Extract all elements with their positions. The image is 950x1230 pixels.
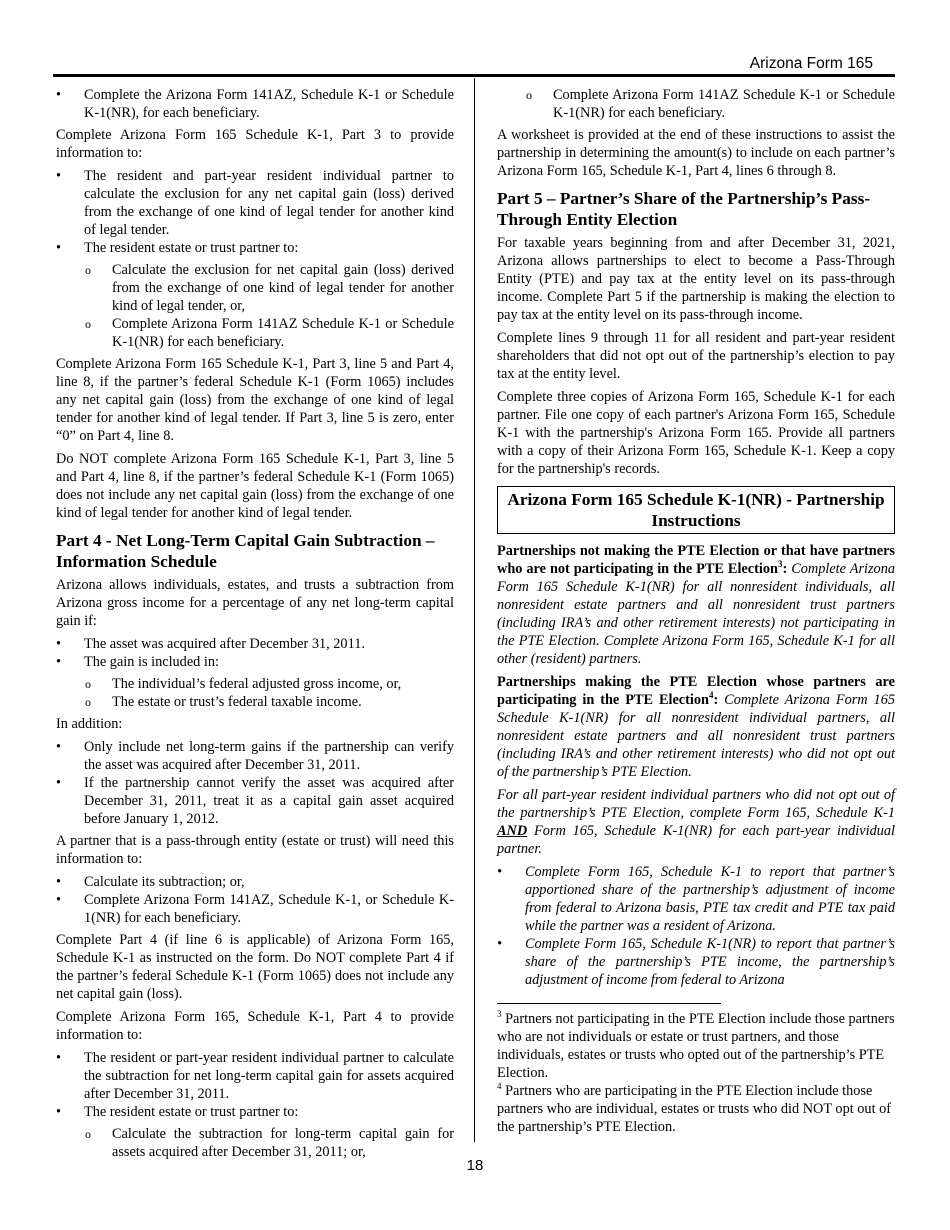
footnotes — [497, 1010, 895, 1136]
sub-list-item: o The estate or trust’s federal taxable income. — [56, 693, 454, 711]
sub-list — [56, 1125, 454, 1161]
italic-text: Form 165, Schedule K-1(NR) for each part-year individual partner. — [497, 823, 895, 857]
footnote-rule — [497, 1003, 721, 1004]
paragraph — [497, 673, 895, 781]
list-item: • Calculate its subtraction; or, — [56, 873, 454, 891]
bold-lead-text: Partnerships making the PTE Election whose partners are participating in the PTE Election — [497, 674, 895, 708]
paragraph: In addition: — [56, 716, 123, 732]
list-item-text: The resident estate or trust partner to: — [84, 240, 299, 256]
footnote-3 — [497, 1010, 895, 1082]
paragraph: Complete Arizona Form 165 Schedule K-1, Part 3, line 5 and Part 4, line 8, if the partner’s federal Schedule K-1 (Form 1065) includes any net capital gain (loss) from the exchange of one kind of legal tender for another kind of legal tender. If Part 3, line 5 is zero, enter “0” on Part 4, line 8. — [56, 356, 454, 444]
paragraph: Complete three copies of Arizona Form 165, Schedule K-1 for each partner. File one copy of each partner's Arizona Form 165, Schedule K-1 with the partnership's Arizona Form 165. Provide all partners with a copy of their Arizona Form 165, Schedule K-1. Keep a copy for the partnership's records. — [497, 389, 895, 477]
bullet-list — [56, 1049, 454, 1121]
list-item: • Only include net long-term gains if the partnership can verify the asset was acquired after December 31, 2011. — [56, 738, 454, 774]
sub-list-item: o Calculate the subtraction for long-term capital gain for assets acquired after December 31, 2011; or, — [56, 1125, 454, 1161]
paragraph: Complete Arizona Form 165, Schedule K-1, Part 4 to provide information to: — [56, 1009, 454, 1043]
column-divider — [474, 78, 475, 1142]
boxed-section-heading: Arizona Form 165 Schedule K-1(NR) - Partnership Instructions — [497, 486, 895, 534]
right-column — [497, 86, 895, 1141]
list-item: • The gain is included in: — [56, 653, 454, 671]
bold-lead-text: Partnerships not making the PTE Election or that have partners who are not participating in the PTE Election — [497, 543, 895, 577]
sub-list — [56, 261, 454, 351]
paragraph: Arizona allows individuals, estates, and trusts a subtraction from Arizona gross income for a percentage of any net long-term capital gain if: — [56, 577, 454, 629]
footnote-ref-3: 3 — [777, 559, 783, 570]
page-number: 18 — [466, 1157, 484, 1174]
sub-list-item: o Complete Arizona Form 141AZ Schedule K-1 or Schedule K-1(NR) for each beneficiary. — [497, 86, 895, 122]
colon: : — [782, 561, 788, 577]
footnote-4 — [497, 1082, 895, 1136]
paragraph: Do NOT complete Arizona Form 165 Schedule K-1, Part 3, line 5 and Part 4, line 8, if the partner’s federal Schedule K-1 (Form 1065) does not include any net capital gain (loss) from the exchange of one kind of legal tender for another kind of legal tender. — [56, 451, 454, 521]
footnote-text: Partners who are participating in the PTE Election include those partners who are individual, estates or trusts who did NOT opt out of the partnership’s PTE Election. — [497, 1083, 892, 1135]
paragraph: Complete Arizona Form 165 Schedule K-1, Part 3 to provide information to: — [56, 127, 454, 161]
emphasis-and: AND — [497, 823, 528, 839]
list-item: • The resident estate or trust partner to: — [56, 1103, 454, 1121]
list-item: • Complete Form 165, Schedule K-1 to report that partner’s apportioned share of the partnership’s adjustment of income from federal to Arizona basis, PTE tax credit and PTE tax paid while the partner was a resident of Arizona. — [497, 863, 895, 935]
section-heading-part-5: Part 5 – Partner’s Share of the Partnership’s Pass-Through Entity Election — [497, 189, 871, 229]
sub-list-item: o The individual’s federal adjusted gross income, or, — [56, 675, 454, 693]
paragraph: For taxable years beginning from and after December 31, 2021, Arizona allows partnerships to elect to become a Pass-Through Entity (PTE) and pay tax at the entity level on its pass-through income. Complete Part 5 if the partnership is making the election to pay tax at the entity level on its pass-through income. — [497, 235, 895, 323]
bullet-list — [56, 873, 454, 927]
sub-list-item: o Calculate the exclusion for net capital gain (loss) derived from the exchange of one kind of legal tender for another kind of legal tender, or, — [56, 261, 454, 315]
list-item: • Complete the Arizona Form 141AZ, Schedule K-1 or Schedule K-1(NR), for each beneficiary. — [56, 86, 454, 122]
sub-list-item: o Complete Arizona Form 141AZ Schedule K-1 or Schedule K-1(NR) for each beneficiary. — [56, 315, 454, 351]
bullet-list — [56, 86, 454, 122]
bullet-list — [56, 738, 454, 828]
list-item — [56, 239, 454, 257]
footnote-ref-4: 4 — [708, 690, 714, 701]
paragraph: Complete Part 4 (if line 6 is applicable) of Arizona Form 165, Schedule K-1 as instructed on the form. Do NOT complete Part 4 if the partner’s federal Schedule K-1 (Form 1065) does not include any net capital gain (loss). — [56, 932, 454, 1002]
bullet-list — [56, 167, 454, 257]
paragraph — [497, 786, 895, 858]
italic-body-text: Complete Arizona Form 165 Schedule K-1(NR) for all nonresident individuals, all nonresident estate partners and all nonresident trust partners (including IRA’s and other retirement interests) not participating in the PTE Election. Complete Arizona Form 165, Schedule K-1 for all other (resident) partners. — [497, 561, 895, 667]
italic-body-text: Complete Arizona Form 165 Schedule K-1(NR) for all nonresident individual partners, all nonresident estate partners and all nonresident trust partners (including IRA’s and other retirement interests) who did not opt out of the partnership’s PTE Election. — [497, 692, 896, 780]
bullet-list — [497, 863, 895, 989]
form-title-header: Arizona Form 165 — [749, 55, 873, 72]
header-rule — [53, 74, 895, 77]
footnote-mark: 4 — [497, 1081, 502, 1092]
italic-text: For all part-year resident individual partners who did not opt out of the partnership’s PTE Election, complete Form 165, Schedule K-1 — [497, 787, 895, 821]
left-column — [56, 86, 454, 1161]
paragraph: A worksheet is provided at the end of these instructions to assist the partnership in determining the amount(s) to include on each partner’s Arizona Form 165, Schedule K-1, Part 4, lines 6 through 8. — [497, 127, 895, 179]
colon: : — [713, 692, 719, 708]
sub-list — [497, 86, 895, 122]
list-item: • Complete Arizona Form 141AZ, Schedule K-1, or Schedule K-1(NR) for each beneficiary. — [56, 891, 454, 927]
section-heading-part-4: Part 4 - Net Long-Term Capital Gain Subtraction – Information Schedule — [56, 531, 435, 571]
paragraph: A partner that is a pass-through entity (estate or trust) will need this information to: — [56, 833, 454, 867]
list-item: • Complete Form 165, Schedule K-1(NR) to report that partner’s share of the partnership’s PTE income, the partnership’s adjustment of income from federal to Arizona — [497, 935, 895, 989]
footnote-mark: 3 — [497, 1009, 502, 1020]
paragraph: Complete lines 9 through 11 for all resident and part-year resident shareholders that did not opt out of the partnership’s election to pay tax at the entity level. — [497, 330, 895, 382]
list-item: • The resident or part-year resident individual partner to calculate the subtraction for net long-term capital gain for assets acquired after December 31, 2011. — [56, 1049, 454, 1103]
paragraph — [497, 542, 895, 668]
bullet-list — [56, 635, 454, 671]
footnote-text: Partners not participating in the PTE Election include those partners who are not individuals or estate or trust partners, and those individuals, estates or trusts who opted out of the partnership’s PTE Election. — [497, 1011, 895, 1081]
list-item: • The asset was acquired after December 31, 2011. — [56, 635, 454, 653]
sub-list — [56, 675, 454, 711]
list-item: • If the partnership cannot verify the asset was acquired after December 31, 2011, treat it as a capital gain asset acquired before January 1, 2012. — [56, 774, 454, 828]
list-item: • The resident and part-year resident individual partner to calculate the exclusion for any net capital gain (loss) derived from the exchange of one kind of legal tender for another kind of legal tender. — [56, 167, 454, 239]
